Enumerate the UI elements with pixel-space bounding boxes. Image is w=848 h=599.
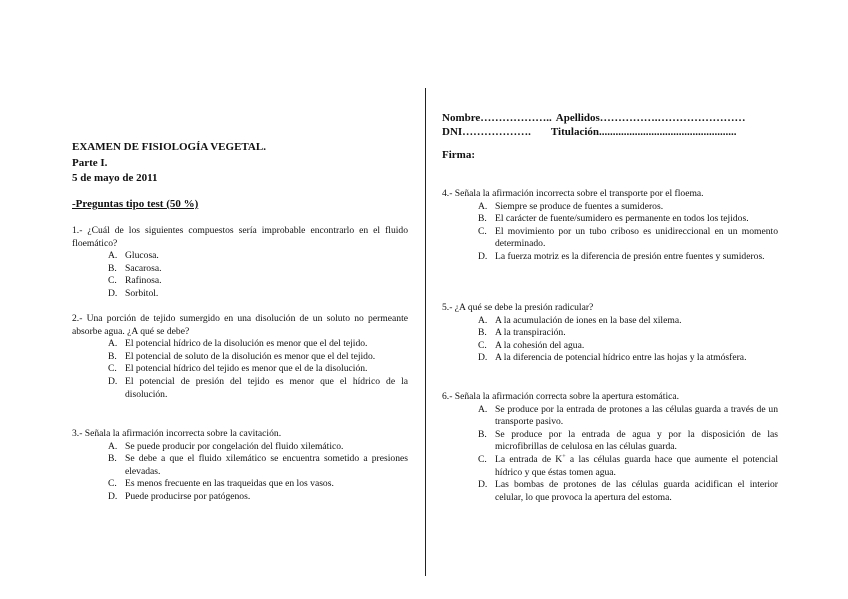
question-2 [72,313,408,401]
dni-field[interactable]: DNI………………. [442,126,531,138]
question-5 [442,302,778,365]
option-a: A. Se produce por la entrada de protones a las células guarda a través de un transporte pasivo. [478,403,778,428]
question-1 [72,225,408,301]
question-stem: 1.- ¿Cuál de los siguientes compuestos sería improbable encontrarlo en el fluido floemático? [72,225,408,249]
superscript-plus: + [562,453,566,460]
nombre-field[interactable]: Nombre……………….. [442,112,552,124]
question-stem: 4.- Señala la afirmación incorrecta sobre el transporte por el floema. [442,188,704,199]
firma-field[interactable]: Firma: [442,149,475,161]
option-a: A. A la acumulación de iones en la base del xilema. [478,314,682,326]
option-b: B. El carácter de fuente/sumidero es permanente en todos los tejidos. [478,213,749,225]
question-4 [442,188,778,264]
options-list [478,404,778,505]
option-d: D. La fuerza motriz es la diferencia de presión entre fuentes y sumideros. [478,250,765,262]
option-a: A. Siempre se produce de fuentes a sumideros. [478,200,664,212]
question-3 [72,428,408,504]
option-b: B. Se debe a que el fluido xilemático se encuentra sometido a presiones elevadas. [108,453,408,477]
option-c: C. Rafinosa. [108,275,162,287]
question-stem: 3.- Señala la afirmación incorrecta sobre la cavitación. [72,428,282,439]
question-6 [442,391,778,504]
options-list [108,338,408,401]
question-stem: 6.- Señala la afirmación correcta sobre la apertura estomática. [442,391,680,402]
exam-date: 5 de mayo de 2011 [72,172,158,184]
option-b: B. Sacarosa. [108,262,162,274]
option-c: C. El potencial hídrico del tejido es menor que el de la disolución. [108,363,368,375]
exam-header [72,140,266,187]
question-stem: 5.- ¿A qué se debe la presión radicular? [442,302,594,313]
option-b: B. A la transpiración. [478,327,566,339]
option-d: D. El potencial de presión del tejido es menor que el hídrico de la disolución. [108,375,408,400]
options-list [108,441,408,504]
option-d: D. A la diferencia de potencial hídrico entre las hojas y la atmósfera. [478,352,747,364]
question-stem: 2.- Una porción de tejido sumergido en una disolución de un soluto no permeante absorbe agua. ¿A qué se debe? [72,313,408,337]
option-c: C. La entrada de K+ a las células guarda hace que aumente el potencial hídrico y que éstas tomen agua. [478,453,778,478]
option-c: C. El movimiento por un tubo criboso es unidireccional en un momento determinado. [478,225,778,250]
exam-title: EXAMEN DE FISIOLOGÍA VEGETAL. [72,141,266,153]
option-a: A. El potencial hídrico de la disolución es menor que el del tejido. [108,338,368,350]
options-list [478,201,778,264]
options-list [108,250,408,300]
option-a: A. Se puede producir por congelación del fluido xilemático. [108,440,344,452]
titulacion-field[interactable]: Titulación.................................................. [550,126,737,138]
option-d: D. Puede producirse por patógenos. [108,490,251,502]
option-d: D. Sorbitol. [108,287,159,299]
option-a: A. Glucosa. [108,250,159,262]
option-c: C. Es menos frecuente en las traqueidas que en los vasos. [108,478,334,490]
option-b: B. Se produce por la entrada de agua y por la disposición de las microfibrillas de celulosa en las células guarda. [478,428,778,453]
option-d: D. Las bombas de protones de las células guarda acidifican el interior celular, lo que provoca la apertura del estoma. [478,479,778,503]
apellidos-field[interactable]: Apellidos…………….…………………… [555,112,746,124]
option-b: B. El potencial de soluto de la disolución es menor que el del tejido. [108,350,376,362]
exam-part: Parte I. [72,156,108,169]
column-divider [425,88,426,576]
option-c: C. A la cohesión del agua. [478,339,585,351]
section-title: -Preguntas tipo test (50 %) [72,198,199,210]
options-list [478,315,778,365]
student-fields [442,111,778,139]
